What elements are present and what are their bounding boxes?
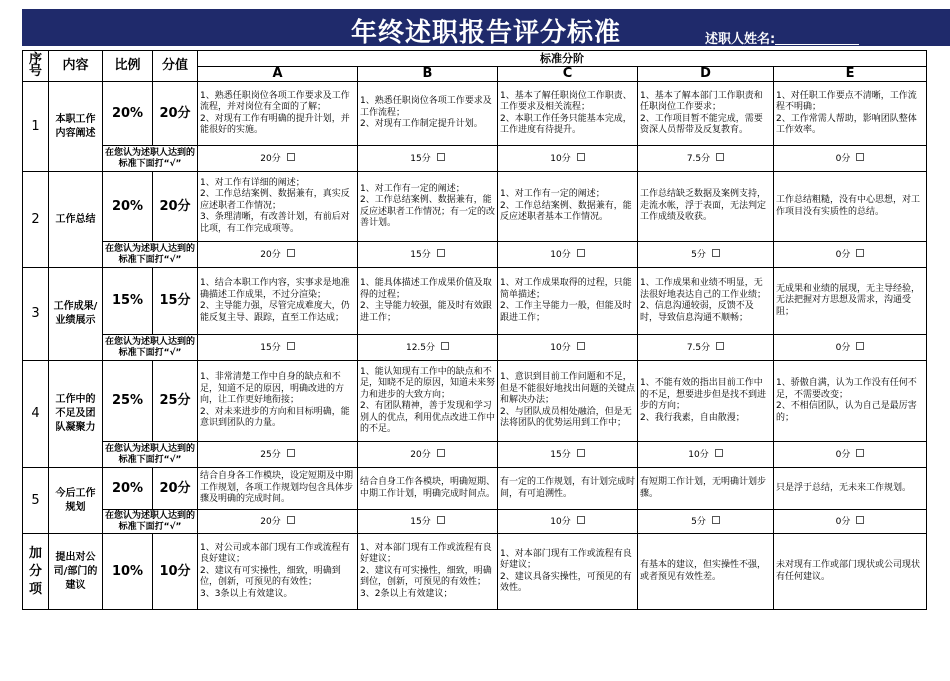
score-value: 5分 (691, 249, 706, 260)
score-option[interactable] (774, 335, 927, 361)
checkbox[interactable] (287, 342, 295, 350)
score-option[interactable] (358, 146, 498, 172)
criteria-cell: 1、对工作有详细的阐述； 2、工作总结案例、数据兼有，真实反应述职者工作情况； 3、条理清晰，有改善计划，有前后对比项，有工作完成项等。 (198, 172, 358, 242)
checkbox[interactable] (437, 449, 445, 457)
level-a: A (198, 67, 358, 82)
reporter-name-field[interactable] (705, 28, 859, 47)
header-seq: 序号 (23, 51, 49, 82)
score-row (23, 146, 927, 172)
criteria-cell: 1、能认知现有工作中的缺点和不足，知晓不足的原因，知道未来努力和进步的大致方向； 2、有团队精神，善于发现和学习别人的优点，利用优点改进工作中的不足。 (358, 361, 498, 442)
score-value: 20分 (260, 249, 281, 260)
scoring-table (22, 50, 927, 610)
score-value: 15分 (260, 342, 281, 353)
score-row (23, 442, 927, 468)
score-value: 15分 (410, 249, 431, 260)
score-value: 25分 (260, 449, 281, 460)
checkbox[interactable] (577, 342, 585, 350)
row-score: 20分 (153, 82, 198, 146)
criteria-cell: 1、基本了解任职岗位工作职责、工作要求及相关流程； 2、本职工作任务只能基本完成，工作进度有待提升。 (498, 82, 638, 146)
checkbox[interactable] (437, 153, 445, 161)
bonus-criteria-cell: 1、对公司或本部门现有工作或流程有良好建议； 2、建议有可实操性，细致，明确到位，创新，可预见的有效性； 3、3条以上有效建议。 (198, 534, 358, 610)
score-value: 15分 (550, 449, 571, 460)
row-ratio: 25% (103, 361, 153, 442)
level-c: C (498, 67, 638, 82)
score-option[interactable] (638, 335, 774, 361)
row-content: 工作总结 (49, 172, 103, 268)
table-row (23, 172, 927, 242)
row-ratio: 20% (103, 468, 153, 510)
report-page (22, 9, 950, 610)
criteria-cell: 1、熟悉任职岗位各项工作要求及工作流程； 2、对现有工作制定提升计划。 (358, 82, 498, 146)
row-seq: 4 (23, 361, 49, 468)
score-option[interactable] (638, 146, 774, 172)
select-instruction: 在您认为述职人达到的标准下面打“√” (103, 442, 198, 468)
select-instruction: 在您认为述职人达到的标准下面打“√” (103, 335, 198, 361)
criteria-cell: 1、能具体描述工作成果价值及取得的过程； 2、主导能力较强，能及时有效跟进工作； (358, 268, 498, 335)
checkbox[interactable] (441, 342, 449, 350)
criteria-cell: 1、不能有效的指出目前工作中的不足，想要进步但是找不到进步的方向； 2、我行我素，自由散漫； (638, 361, 774, 442)
score-value: 0分 (835, 153, 851, 164)
criteria-cell: 结合自身各工作模块，设定短期及中期工作规划，各项工作规划均包含具体步骤及明确的完成时间。 (198, 468, 358, 510)
criteria-cell: 1、意识到目前工作问题和不足，但是不能很好地找出问题的关键点和解决办法； 2、与团队成员相处融洽，但是无法将团队的优势运用到工作中； (498, 361, 638, 442)
select-instruction: 在您认为述职人达到的标准下面打“√” (103, 510, 198, 534)
checkbox[interactable] (437, 516, 445, 524)
reporter-name-line[interactable] (775, 32, 859, 45)
score-option[interactable] (774, 146, 927, 172)
criteria-cell: 1、结合本职工作内容，实事求是地准确描述工作成果，不过分渲染； 2、主导能力强，尽管完成难度大，仍能反复主导、跟踪，直至工作达成； (198, 268, 358, 335)
row-ratio: 20% (103, 172, 153, 242)
bonus-criteria-cell: 未对现有工作或部门现状或公司现状有任何建议。 (774, 534, 927, 610)
score-option[interactable] (198, 335, 358, 361)
score-option[interactable] (358, 510, 498, 534)
score-value: 12.5分 (405, 342, 436, 353)
score-value: 15分 (410, 153, 431, 164)
checkbox[interactable] (287, 516, 295, 524)
score-option[interactable] (198, 510, 358, 534)
row-score: 25分 (153, 361, 198, 442)
score-option[interactable] (638, 442, 774, 468)
score-value: 0分 (835, 342, 851, 353)
criteria-cell: 1、对工作成果取得的过程，只能简单描述； 2、工作主导能力一般，但能及时跟进工作； (498, 268, 638, 335)
score-option[interactable] (774, 242, 927, 268)
criteria-cell: 1、骄傲自满，认为工作没有任何不足，不需要改变； 2、不相信团队，认为自己是最厉害的； (774, 361, 927, 442)
bonus-criteria-cell: 有基本的建议，但实操性不强，或者预见有效性差。 (638, 534, 774, 610)
score-option[interactable] (198, 146, 358, 172)
checkbox[interactable] (577, 153, 585, 161)
checkbox[interactable] (716, 342, 724, 350)
score-value: 0分 (835, 516, 851, 527)
level-e: E (774, 67, 927, 82)
row-ratio: 15% (103, 268, 153, 335)
table-row (23, 82, 927, 146)
score-option[interactable] (638, 242, 774, 268)
score-value: 20分 (260, 516, 281, 527)
bonus-score: 10分 (153, 534, 198, 610)
bonus-seq (23, 534, 49, 610)
score-value: 20分 (410, 449, 431, 460)
checkbox[interactable] (856, 249, 864, 257)
criteria-cell: 工作总结粗糙，没有中心思想，对工作项目没有实质性的总结。 (774, 172, 927, 242)
criteria-cell: 1、对任职工作要点不清晰，工作流程不明确； 2、工作常需人帮助，影响团队整体工作效率。 (774, 82, 927, 146)
score-option[interactable] (774, 510, 927, 534)
criteria-cell: 1、基本了解本部门工作职责和任职岗位工作要求； 2、工作项目暂不能完成，需要资深人员帮带及反复教育。 (638, 82, 774, 146)
criteria-cell: 1、对工作有一定的阐述； 2、工作总结案例、数据兼有，能反应述职者工作情况；有一定的改善计划。 (358, 172, 498, 242)
score-value: 0分 (835, 249, 851, 260)
score-option[interactable] (358, 335, 498, 361)
checkbox[interactable] (715, 449, 723, 457)
criteria-cell: 有短期工作计划，无明确计划步骤。 (638, 468, 774, 510)
checkbox[interactable] (716, 153, 724, 161)
row-seq: 5 (23, 468, 49, 534)
criteria-cell: 无成果和业绩的展现，无主导经验，无法把握对方思想及需求，沟通受阻； (774, 268, 927, 335)
score-value: 15分 (410, 516, 431, 527)
criteria-cell: 结合自身工作各模块，明确短期、中期工作计划，明确完成时间点。 (358, 468, 498, 510)
checkbox[interactable] (712, 516, 720, 524)
checkbox[interactable] (712, 249, 720, 257)
score-option[interactable] (498, 510, 638, 534)
bonus-seq-char: 项 (28, 581, 42, 597)
checkbox[interactable] (577, 449, 585, 457)
checkbox[interactable] (437, 249, 445, 257)
score-value: 10分 (688, 449, 709, 460)
score-option[interactable] (358, 442, 498, 468)
bonus-ratio: 10% (103, 534, 153, 610)
bonus-content: 提出对公司/部门的建议 (49, 534, 103, 610)
score-value: 10分 (550, 153, 571, 164)
header-content: 内容 (49, 51, 103, 82)
score-option[interactable] (638, 510, 774, 534)
header-ratio: 比例 (103, 51, 153, 82)
bonus-criteria-cell: 1、对本部门现有工作或流程有良好建议； 2、建议具备实操性，可预见的有效性。 (498, 534, 638, 610)
row-score: 20分 (153, 468, 198, 510)
checkbox[interactable] (856, 342, 864, 350)
row-content: 工作成果/业绩展示 (49, 268, 103, 361)
checkbox[interactable] (856, 449, 864, 457)
checkbox[interactable] (577, 249, 585, 257)
table-row (23, 361, 927, 442)
score-option[interactable] (498, 335, 638, 361)
checkbox[interactable] (856, 516, 864, 524)
row-ratio: 20% (103, 82, 153, 146)
row-seq: 3 (23, 268, 49, 361)
bonus-criteria-cell: 1、对本部门现有工作或流程有良好建议； 2、建议有可实操性，细致，明确到位，创新，可预见的有效性； 3、2条以上有效建议； (358, 534, 498, 610)
criteria-cell: 1、工作成果和业绩不明显，无法很好地表达自己的工作业绩； 2、信息沟通较弱，反馈不及时，导致信息沟通不顺畅； (638, 268, 774, 335)
criteria-cell: 1、对工作有一定的阐述； 2、工作总结案例、数据兼有，能反应述职者基本工作情况。 (498, 172, 638, 242)
checkbox[interactable] (287, 153, 295, 161)
score-row (23, 335, 927, 361)
row-content: 工作中的不足及团队凝聚力 (49, 361, 103, 468)
score-value: 5分 (691, 516, 706, 527)
score-option[interactable] (198, 442, 358, 468)
bonus-row (23, 534, 927, 610)
table-row (23, 468, 927, 510)
row-seq: 1 (23, 82, 49, 172)
header-levels-title: 标准分阶 (198, 51, 927, 67)
title-banner (22, 9, 950, 46)
score-value: 10分 (550, 516, 571, 527)
checkbox[interactable] (577, 516, 585, 524)
score-option[interactable] (498, 242, 638, 268)
score-row (23, 242, 927, 268)
table-row (23, 268, 927, 335)
score-value: 7.5分 (686, 153, 711, 164)
criteria-cell: 1、熟悉任职岗位各项工作要求及工作流程，并对岗位有全面的了解； 2、对现有工作有明确的提升计划，并能很好的实施。 (198, 82, 358, 146)
score-option[interactable] (774, 442, 927, 468)
bonus-seq-char: 加 (28, 545, 42, 561)
score-value: 0分 (835, 449, 851, 460)
criteria-cell: 工作总结缺乏数据及案例支持，走流水帐，浮于表面，无法判定工作成绩及收获。 (638, 172, 774, 242)
score-value: 7.5分 (686, 342, 711, 353)
select-instruction: 在您认为述职人达到的标准下面打“√” (103, 242, 198, 268)
row-seq: 2 (23, 172, 49, 268)
score-option[interactable] (198, 242, 358, 268)
row-content: 今后工作规划 (49, 468, 103, 534)
score-option[interactable] (358, 242, 498, 268)
level-d: D (638, 67, 774, 82)
bonus-seq-char: 分 (28, 563, 42, 579)
checkbox[interactable] (287, 249, 295, 257)
page-title: 年终述职报告评分标准 (350, 18, 621, 48)
row-score: 20分 (153, 172, 198, 242)
score-row (23, 510, 927, 534)
score-value: 10分 (550, 249, 571, 260)
header-score: 分值 (153, 51, 198, 82)
row-content: 本职工作内容阐述 (49, 82, 103, 172)
score-option[interactable] (498, 442, 638, 468)
select-instruction: 在您认为述职人达到的标准下面打“√” (103, 146, 198, 172)
checkbox[interactable] (856, 153, 864, 161)
checkbox[interactable] (287, 449, 295, 457)
criteria-cell: 1、非常清楚工作中自身的缺点和不足，知道不足的原因，明确改进的方向，让工作更好地衔接； 2、对未来进步的方向和目标明确，能意识到团队的力量。 (198, 361, 358, 442)
reporter-name-label: 述职人姓名: (705, 32, 776, 47)
row-score: 15分 (153, 268, 198, 335)
level-b: B (358, 67, 498, 82)
score-value: 20分 (260, 153, 281, 164)
score-option[interactable] (498, 146, 638, 172)
score-value: 10分 (550, 342, 571, 353)
criteria-cell: 有一定的工作规划，有计划完成时间，有可追溯性。 (498, 468, 638, 510)
criteria-cell: 只是浮于总结，无未来工作规划。 (774, 468, 927, 510)
